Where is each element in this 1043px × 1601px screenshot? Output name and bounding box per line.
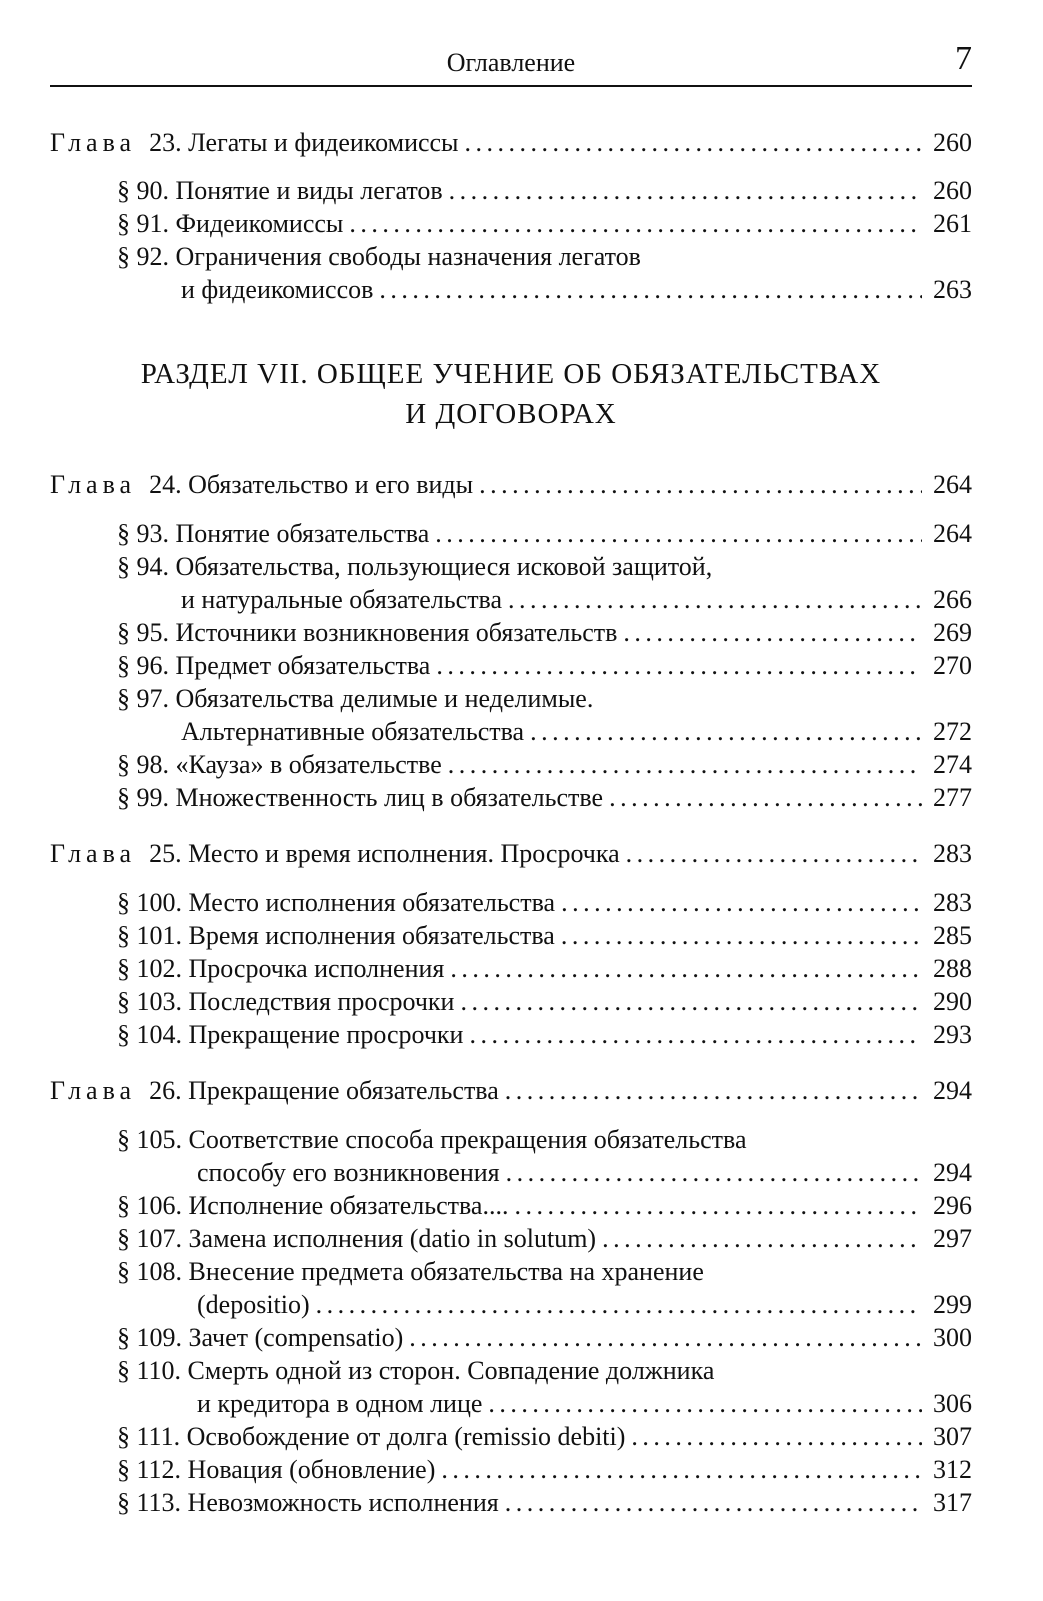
toc-section-entry[interactable] (117, 1255, 972, 1289)
dot-leader (488, 1387, 922, 1421)
page-ref: 264 (933, 470, 972, 499)
page-ref: 272 (933, 717, 972, 746)
section-title: Исполнение обязательства.... (188, 1191, 509, 1220)
section-title: Понятие и виды легатов (175, 176, 443, 205)
section-title-continued: и фидеикомиссов (181, 275, 374, 304)
chapter-label: Глава (50, 839, 137, 868)
section-number: § 90. (117, 176, 169, 205)
page-ref: 294 (933, 1076, 972, 1105)
section-number: § 91. (117, 209, 169, 238)
section-title: Источники возникновения обязательств (175, 618, 618, 647)
page-ref: 299 (933, 1290, 972, 1319)
dot-leader (505, 1074, 922, 1108)
section-number: § 96. (117, 651, 169, 680)
chapter-label: Глава (50, 128, 137, 157)
toc-chapter-entry[interactable] (50, 468, 972, 502)
dot-leader (506, 1156, 922, 1190)
dot-leader (505, 1486, 922, 1520)
toc-chapter-entry[interactable] (50, 1074, 972, 1108)
section-title-continued: и кредитора в одном лице (197, 1389, 483, 1418)
page-ref: 285 (933, 921, 972, 950)
toc-section-continuation[interactable] (197, 1156, 972, 1190)
dot-leader (379, 273, 922, 307)
page-ref: 306 (933, 1389, 972, 1418)
section-number: § 99. (117, 783, 169, 812)
section-title: Обязательства делимые и неделимые. (175, 684, 594, 713)
section-title: Ограничения свободы назначения легатов (175, 242, 641, 271)
page-ref: 260 (933, 176, 972, 205)
dot-leader (631, 1420, 922, 1454)
section-number: § 110. (117, 1356, 182, 1385)
dot-leader (609, 781, 922, 815)
section-number: § 93. (117, 519, 169, 548)
page-ref: 300 (933, 1323, 972, 1352)
toc-section-entry[interactable] (117, 919, 972, 953)
section-number: § 97. (117, 684, 169, 713)
page-ref: 274 (933, 750, 972, 779)
section-number: § 112. (117, 1455, 182, 1484)
toc-section-entry[interactable] (117, 952, 972, 986)
section-title: Освобождение от долга (remissio debiti) (186, 1422, 626, 1451)
dot-leader (514, 1189, 922, 1223)
page-ref: 269 (933, 618, 972, 647)
toc-section-entry[interactable] (117, 649, 972, 683)
dot-leader (460, 985, 922, 1019)
toc-section-entry[interactable] (117, 1222, 972, 1256)
section-title: Фидеикомиссы (175, 209, 344, 238)
toc-section-entry[interactable] (117, 1354, 972, 1388)
section-title: Последствия просрочки (188, 987, 455, 1016)
section-title: Обязательства, пользующиеся исковой защитой, (175, 552, 713, 581)
section-number: § 95. (117, 618, 169, 647)
toc-section-entry[interactable] (117, 781, 972, 815)
dot-leader (349, 207, 922, 241)
section-number: § 105. (117, 1125, 182, 1154)
section-number: § 111. (117, 1422, 181, 1451)
section-title: Множественность лиц в обязательстве (175, 783, 604, 812)
page-ref: 288 (933, 954, 972, 983)
part-heading-line-1: РАЗДЕЛ VII. ОБЩЕЕ УЧЕНИЕ ОБ ОБЯЗАТЕЛЬСТВАХ (140, 358, 882, 390)
toc-section-continuation[interactable] (181, 583, 972, 617)
section-title: Предмет обязательства (175, 651, 431, 680)
dot-leader (448, 748, 922, 782)
page-ref: 266 (933, 585, 972, 614)
dot-leader (479, 468, 922, 502)
page-ref: 293 (933, 1020, 972, 1049)
page-ref: 307 (933, 1422, 972, 1451)
chapter-label: Глава (50, 1076, 137, 1105)
section-number: § 108. (117, 1257, 182, 1286)
dot-leader (436, 649, 922, 683)
section-number: § 104. (117, 1020, 182, 1049)
dot-leader (530, 715, 922, 749)
page-ref: 283 (933, 839, 972, 868)
page-ref: 264 (933, 519, 972, 548)
toc-section-entry[interactable] (117, 550, 972, 584)
section-number: § 106. (117, 1191, 182, 1220)
page-ref: 261 (933, 209, 972, 238)
section-number: § 102. (117, 954, 182, 983)
running-title: Оглавление (446, 48, 576, 77)
toc-section-entry[interactable] (117, 207, 972, 241)
toc-section-entry[interactable] (117, 240, 972, 274)
section-title: Соответствие способа прекращения обязательства (188, 1125, 747, 1154)
dot-leader (626, 837, 922, 871)
page-ref: 277 (933, 783, 972, 812)
toc-section-entry[interactable] (117, 985, 972, 1019)
section-title: Понятие обязательства (175, 519, 430, 548)
page-ref: 260 (933, 128, 972, 157)
dot-leader (623, 616, 922, 650)
page-ref: 297 (933, 1224, 972, 1253)
dot-leader (435, 517, 922, 551)
dot-leader (409, 1321, 922, 1355)
toc-section-continuation[interactable] (181, 715, 972, 749)
section-title: Зачет (compensatio) (188, 1323, 404, 1352)
toc-section-entry[interactable] (117, 886, 972, 920)
dot-leader (450, 952, 922, 986)
section-title: «Кауза» в обязательстве (175, 750, 442, 779)
section-number: § 98. (117, 750, 169, 779)
toc-chapter-entry[interactable] (50, 126, 972, 160)
section-title: Смерть одной из сторон. Совпадение должника (187, 1356, 715, 1385)
toc-section-continuation[interactable] (181, 273, 972, 307)
toc-section-entry[interactable] (117, 1123, 972, 1157)
toc-section-entry[interactable] (117, 1486, 972, 1520)
chapter-title: 23. Легаты и фидеикомиссы (149, 128, 459, 157)
page-ref: 270 (933, 651, 972, 680)
toc-section-entry[interactable] (117, 1420, 972, 1454)
page-number: 7 (955, 40, 972, 77)
page-ref: 294 (933, 1158, 972, 1187)
section-title: Прекращение просрочки (188, 1020, 464, 1049)
section-number: § 109. (117, 1323, 182, 1352)
section-title: Место исполнения обязательства (188, 888, 556, 917)
dot-leader (561, 919, 922, 953)
dot-leader (561, 886, 922, 920)
dot-leader (441, 1453, 922, 1487)
page-ref: 312 (933, 1455, 972, 1484)
section-title: Время исполнения обязательства (188, 921, 555, 950)
section-title: Замена исполнения (datio in solutum) (188, 1224, 597, 1253)
section-title-continued: и натуральные обязательства (181, 585, 503, 614)
dot-leader (508, 583, 922, 617)
page-ref: 296 (933, 1191, 972, 1220)
page-ref: 290 (933, 987, 972, 1016)
toc-section-entry[interactable] (117, 616, 972, 650)
toc-section-entry[interactable] (117, 174, 972, 208)
toc-section-entry[interactable] (117, 682, 972, 716)
section-title: Новация (обновление) (187, 1455, 436, 1484)
section-number: § 103. (117, 987, 182, 1016)
toc-section-entry[interactable] (117, 748, 972, 782)
section-number: § 101. (117, 921, 182, 950)
dot-leader (449, 174, 922, 208)
page-ref: 263 (933, 275, 972, 304)
toc-section-entry[interactable] (117, 1321, 972, 1355)
section-title-continued: (depositio) (197, 1290, 310, 1319)
chapter-label: Глава (50, 470, 137, 499)
page-ref: 317 (933, 1488, 972, 1517)
dot-leader (316, 1288, 922, 1322)
section-title-continued: способу его возникновения (197, 1158, 500, 1187)
section-title-continued: Альтернативные обязательства (181, 717, 525, 746)
toc-chapter-entry[interactable] (50, 837, 972, 871)
chapter-title: 25. Место и время исполнения. Просрочка (149, 839, 620, 868)
section-number: § 94. (117, 552, 169, 581)
chapter-title: 24. Обязательство и его виды (149, 470, 474, 499)
page-ref: 283 (933, 888, 972, 917)
section-title: Внесение предмета обязательства на хранение (188, 1257, 704, 1286)
section-number: § 113. (117, 1488, 182, 1517)
page-header (50, 40, 972, 87)
toc-section-entry[interactable] (117, 1453, 972, 1487)
section-title: Невозможность исполнения (187, 1488, 499, 1517)
toc-section-continuation[interactable] (197, 1387, 972, 1421)
dot-leader (465, 126, 922, 160)
section-number: § 100. (117, 888, 182, 917)
chapter-title: 26. Прекращение обязательства (149, 1076, 499, 1105)
dot-leader (469, 1018, 922, 1052)
toc-section-entry[interactable] (117, 1189, 972, 1223)
section-number: § 92. (117, 242, 169, 271)
section-title: Просрочка исполнения (188, 954, 445, 983)
toc-section-continuation[interactable] (197, 1288, 972, 1322)
toc-section-entry[interactable] (117, 1018, 972, 1052)
header-rule (50, 85, 972, 87)
toc-section-entry[interactable] (117, 517, 972, 551)
dot-leader (602, 1222, 922, 1256)
part-heading-line-2: И ДОГОВОРАХ (405, 398, 617, 430)
section-number: § 107. (117, 1224, 182, 1253)
